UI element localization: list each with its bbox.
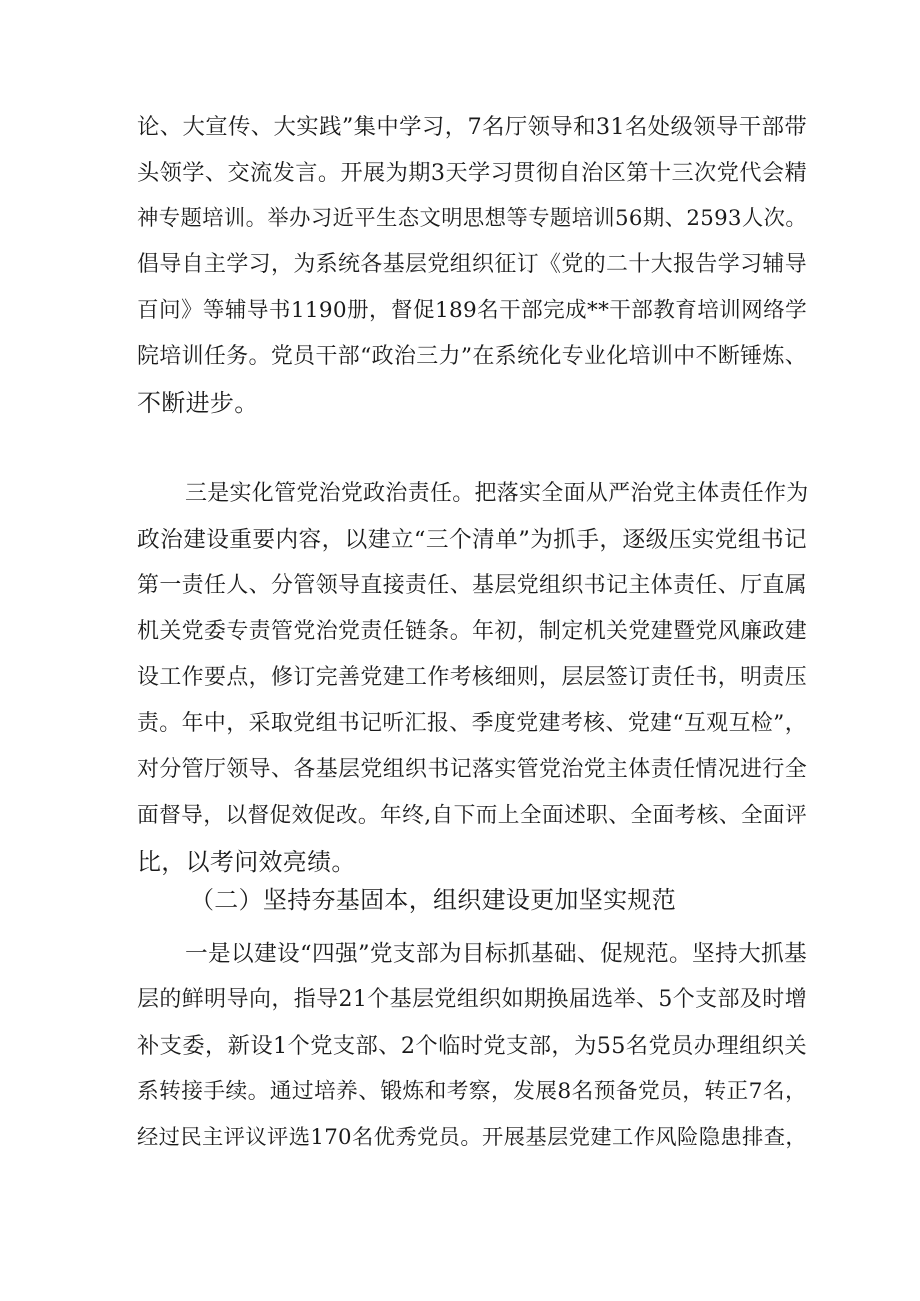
paragraph-line: 第一责任人、分管领导直接责任、基层党组织书记主体责任、厅直属	[137, 573, 807, 598]
paragraph-line: 论、大宣传、大实践”集中学习，7名厅领导和31名处级领导干部带	[137, 114, 807, 140]
paragraph-line: 一是以建设“四强”党支部为目标抓基础、促规范。坚持大抓基	[185, 941, 807, 967]
paragraph-line: 三是实化管党治党政治责任。把落实全面从严治党主体责任作为	[185, 481, 809, 506]
paragraph-study-training	[137, 104, 807, 426]
paragraph-line: 面督导，以督促效促改。年终,自下而上全面述职、全面考核、全面评	[137, 803, 807, 828]
paragraph-line: 设工作要点，修订完善党建工作考核细则，层层签订责任书，明责压	[137, 665, 807, 690]
paragraph-line: 头领学、交流发言。开展为期3天学习贯彻自治区第十三次党代会精	[137, 160, 807, 186]
paragraph-line: 倡导自主学习，为系统各基层党组织征订《党的二十大报告学习辅导	[137, 252, 807, 277]
paragraph-line: 责。年中，采取党组书记听汇报、季度党建考核、党建“互观互检”，	[137, 711, 807, 736]
paragraph-political-responsibility	[137, 471, 807, 885]
paragraph-line: 政治建设重要内容，以建立“三个清单”为抓手，逐级压实党组书记	[137, 527, 807, 553]
paragraph-line: 层的鲜明导向，指导21个基层党组织如期换届选举、5个支部及时增	[137, 987, 807, 1012]
paragraph-line: 补支委，新设1个党支部、2个临时党支部，为55名党员办理组织关	[137, 1033, 807, 1059]
paragraph-line: 百问》等辅导书1190册，督促189名干部完成**干部教育培训网络学	[137, 298, 807, 323]
paragraph-line: 机关党委专责管党治党责任链条。年初，制定机关党建暨党风廉政建	[137, 619, 807, 644]
section-heading: （二）坚持夯基固本，组织建设更加坚实规范	[190, 886, 676, 914]
paragraph-line: 院培训任务。党员干部“政治三力”在系统化专业化培训中不断锤炼、	[137, 344, 807, 369]
paragraph-line: 经过民主评议评选170名优秀党员。开展基层党建工作风险隐患排查，	[137, 1125, 807, 1150]
paragraph-line: 比，以考问效亮绩。	[137, 848, 356, 876]
paragraph-line: 对分管厅领导、各基层党组织书记落实管党治党主体责任情况进行全	[137, 757, 807, 782]
paragraph-line: 系转接手续。通过培养、锻炼和考察，发展8名预备党员，转正7名，	[137, 1079, 807, 1104]
paragraph-line: 不断进步。	[137, 389, 259, 417]
paragraph-line: 神专题培训。举办习近平生态文明思想等专题培训56期、2593人次。	[137, 206, 807, 231]
paragraph-four-strong-branches	[137, 931, 807, 1161]
